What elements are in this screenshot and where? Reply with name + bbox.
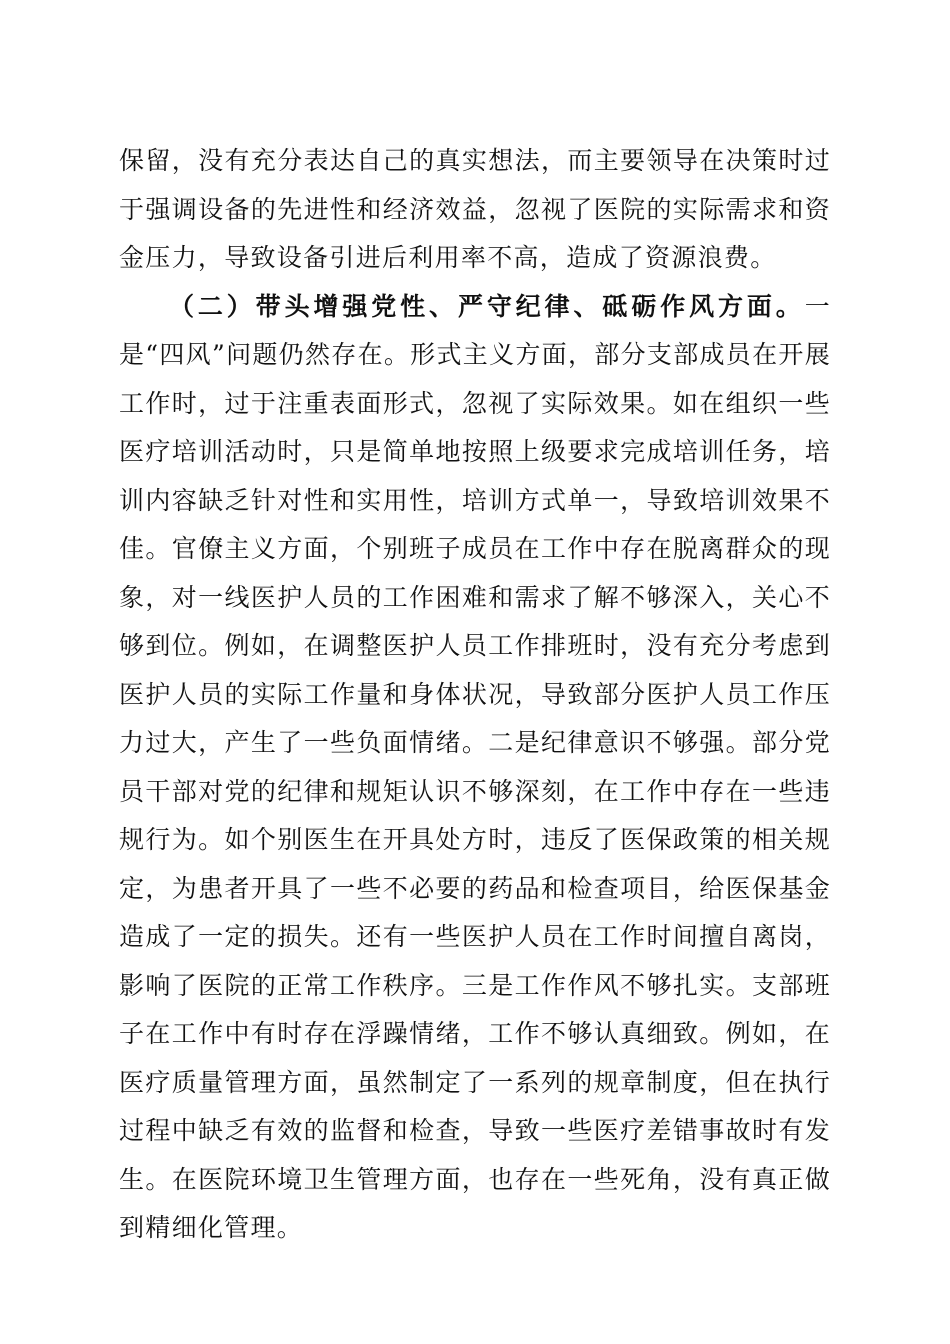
paragraph-section-two: [119, 283, 831, 1253]
section-two-heading: （二）带头增强党性、严守纪律、砥砺作风方面。: [169, 291, 805, 321]
document-body: [119, 137, 831, 1253]
paragraph-continuation: [119, 137, 831, 283]
paragraph-continuation-text: 保留，没有充分表达自己的真实想法，而主要领导在决策时过于强调设备的先进性和经济效益，忽视了医院的实际需求和资金压力，导致设备引进后利用率不高，造成了资源浪费。: [119, 146, 831, 272]
section-two-text: 一是“四风”问题仍然存在。形式主义方面，部分支部成员在开展工作时，过于注重表面形式，忽视了实际效果。如在组织一些医疗培训活动时，只是简单地按照上级要求完成培训任务，培训内容缺乏针对性和实用性，培训方式单一，导致培训效果不佳。官僚主义方面，个别班子成员在工作中存在脱离群众的现象，对一线医护人员的工作困难和需求了解不够深入，关心不够到位。例如，在调整医护人员工作排班时，没有充分考虑到医护人员的实际工作量和身体状况，导致部分医护人员工作压力过大，产生了一些负面情绪。二是纪律意识不够强。部分党员干部对党的纪律和规矩认识不够深刻，在工作中存在一些违规行为。如个别医生在开具处方时，违反了医保政策的相关规定，为患者开具了一些不必要的药品和检查项目，给医保基金造成了一定的损失。还有一些医护人员在工作时间擅自离岗，影响了医院的正常工作秩序。三是工作作风不够扎实。支部班子在工作中有时存在浮躁情绪，工作不够认真细致。例如，在医疗质量管理方面，虽然制定了一系列的规章制度，但在执行过程中缺乏有效的监督和检查，导致一些医疗差错事故时有发生。在医院环境卫生管理方面，也存在一些死角，没有真正做到精细化管理。: [119, 291, 831, 1242]
